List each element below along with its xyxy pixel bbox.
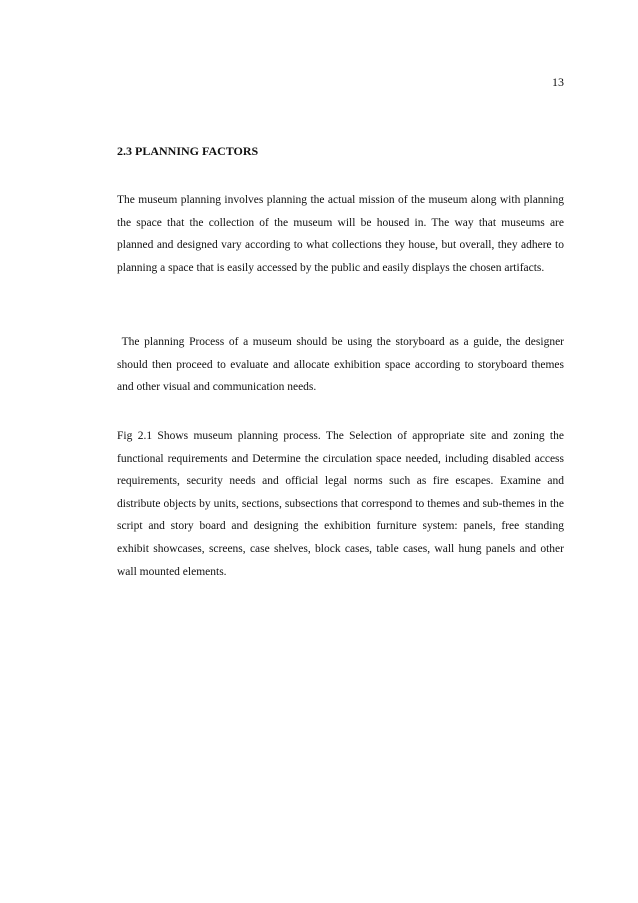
page-number: 13 [552,75,564,89]
paragraph-fig-2-1: Fig 2.1 Shows museum planning process. The Selection of appropriate site and zoning the functional requirements and Determine the circulation space needed, including disabled access requirements, security needs and official legal norms such as fire escapes. Examine and distribute objects by units, sections, subsections that correspond to themes and sub-themes in the script and story board and designing the exhibition furniture system: panels, free standing exhibit showcases, screens, case shelves, block cases, table cases, wall hung panels and other wall mounted elements. [117,430,564,578]
paragraph-museum-planning: The museum planning involves planning the actual mission of the museum along with planning the space that the collection of the museum will be housed in. The way that museums are planned and designed vary according to what collections they house, but overall, they adhere to planning a space that is easily accessed by the public and easily displays the chosen artifacts. [117,194,564,274]
paragraph-planning-process: The planning Process of a museum should be using the storyboard as a guide, the designer should then proceed to evaluate and allocate exhibition space according to storyboard themes and other visual and communication needs. [117,336,567,394]
section-heading: 2.3 PLANNING FACTORS [117,144,259,158]
